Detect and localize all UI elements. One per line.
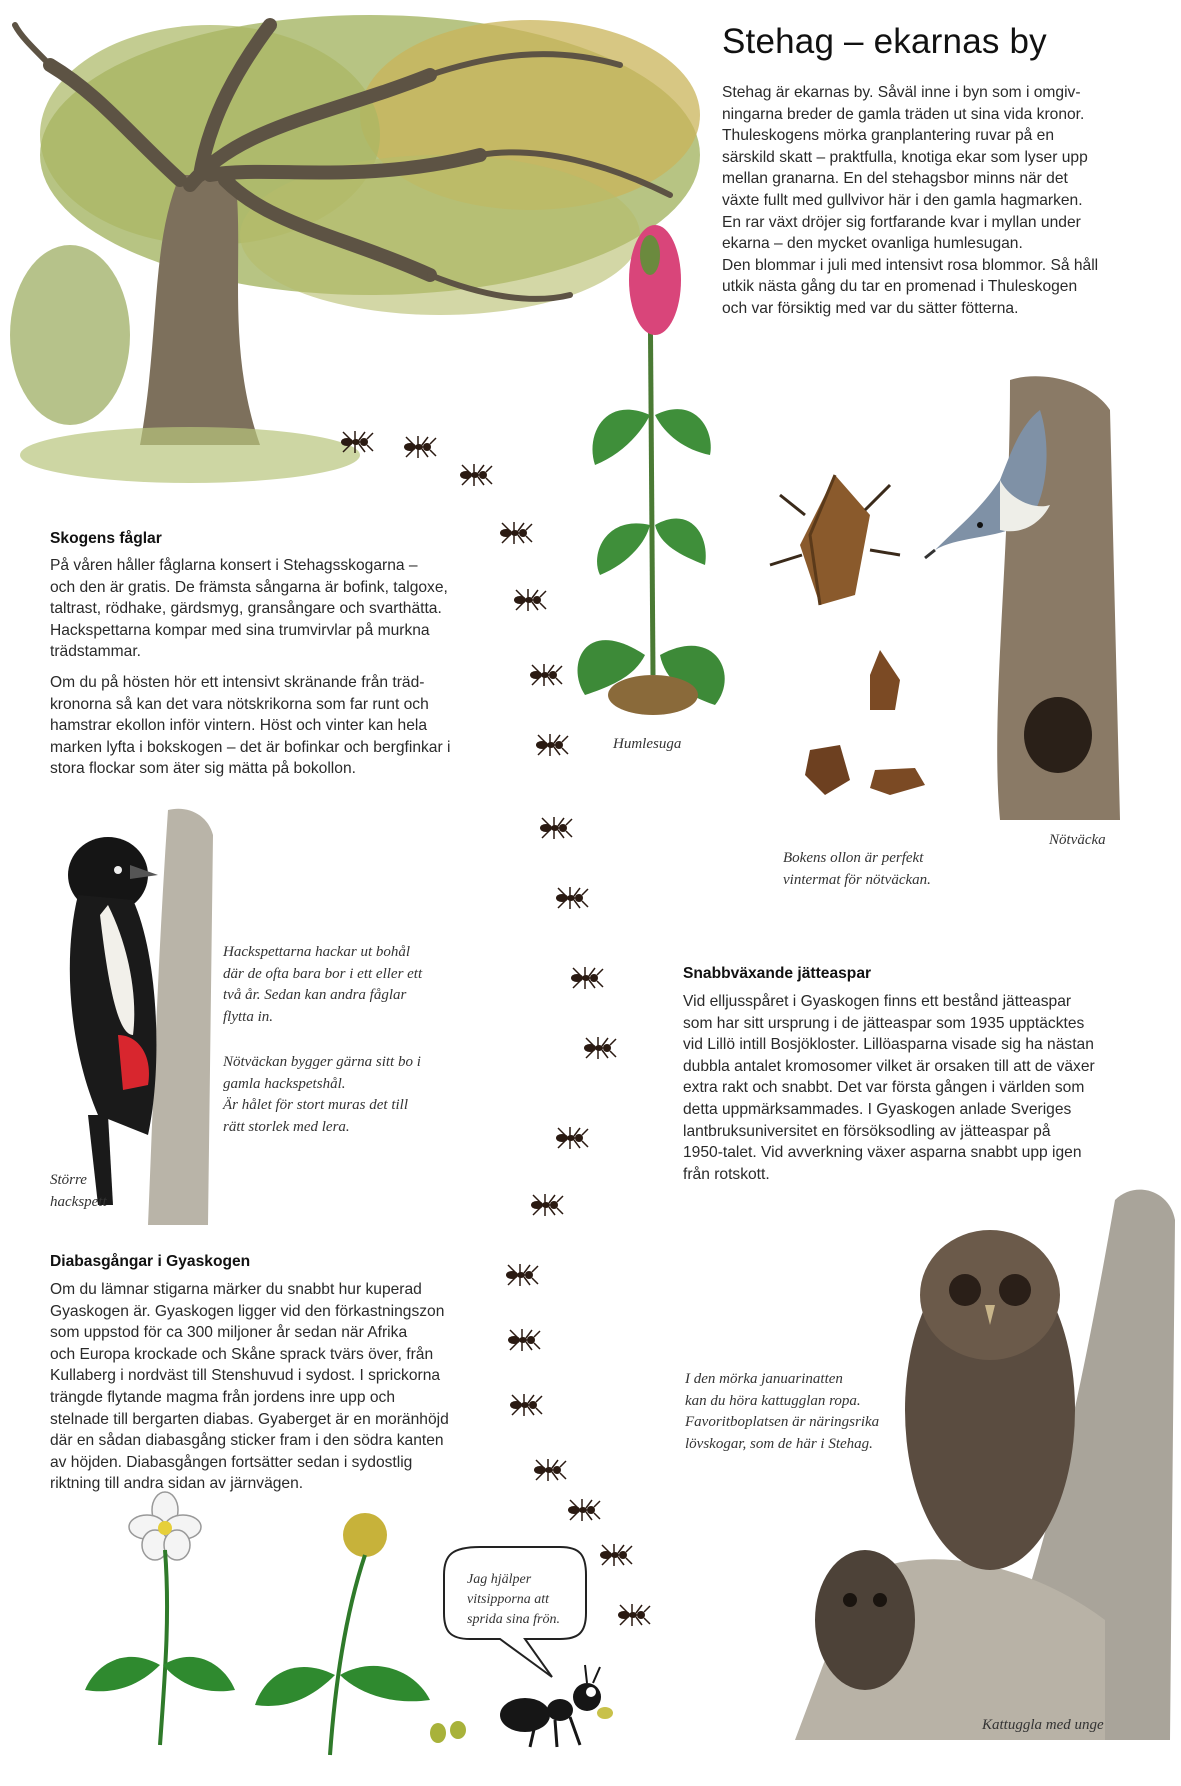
diabas-text: Om du lämnar stigarna märker du snabbt hur kuperad Gyaskogen är. Gyaskogen ligger vid den förkastningszon som uppstod för ca 300 miljoner år sedan när Afrika och Europa krockade och Skåne sprack tvärs över, från Kullaberg i nordväst till Stenshuvud i sydost. I sprickorna trängde flytande magma från jordens inre upp och stelnade till bergarten diabas. Gyaberget är en moränhöjd där en sådan diabasgång sticker fram i den södra kanten av höjden. Diabasgången fortsätter sedan i sydostlig riktning till andra sidan av järnvägen. [50, 1281, 449, 1493]
ant-icon [556, 887, 588, 909]
aspen-text: Vid elljusspåret i Gyaskogen finns ett bestånd jätteaspar som har sitt ursprung i de jätteaspar som 1935 upptäcktes vid Lillö intill Bosjökloster. Lillöasparna visade sig ha nästan dubbla antalet kromosomer vilket är orsaken till att de växer extra rakt och snabbt. Det var första gången i världen som detta uppmärksammades. I Gyaskogen anlade Sveriges lantbruksuniversitet en försöksodling av jätteaspar på 1950-talet. Vid avverkning växer asparna snabbt upp igen från rotskott. [683, 993, 1095, 1183]
caption-humlesuga: Humlesuga [613, 736, 682, 752]
aspen-heading: Snabbväxande jätteaspar [683, 965, 872, 982]
ant-icon [404, 436, 436, 458]
ant-icon [534, 1459, 566, 1481]
ant-icon [600, 1544, 632, 1566]
ant-icon [568, 1499, 600, 1521]
ant-icon [540, 817, 572, 839]
ant-icon [514, 589, 546, 611]
caption-notvacka: Nötväcka [1049, 832, 1106, 848]
caption-kattuggla-text: I den mörka januarinatten kan du höra kattugglan ropa. Favoritboplatsen är näringsrika lövskogar, som de här i Stehag. [685, 1371, 880, 1452]
intro-text: Stehag är ekarnas by. Såväl inne i byn som i omgiv- ningarna breder de gamla träden ut sina vida kronor. Thuleskogens mörka granplantering ruvar på en särskild skatt – praktfulla, knotiga ekar som lyser upp mellan granarna. En del stehagsbor minns när det växte fullt med gullvivor här i den gamla hagmarken. En rar växt dröjer sig fortfarande kvar i myllan under ekarna – den mycket ovanliga humlesugan. Den blommar i juli med intensivt rosa blommor. Så håll utkik nästa gång du tar en promenad i Thuleskogen och var försiktig med var du sätter fötterna. [722, 84, 1099, 317]
ant-icon [506, 1264, 538, 1286]
ant-icon [508, 1329, 540, 1351]
ant-icon [341, 431, 373, 453]
caption-hackspett-text: Hackspettarna hackar ut bohål där de ofta bara bor i ett eller ett två år. Sedan kan andra fåglar flytta in. [223, 944, 423, 1025]
caption-bokollon: Bokens ollon är perfekt vintermat för nötväckan. [783, 850, 931, 888]
ant-icon [584, 1037, 616, 1059]
diabas-heading: Diabasgångar i Gyaskogen [50, 1253, 251, 1270]
ant-icon [500, 522, 532, 544]
caption-kattuggla: Kattuggla med unge [982, 1717, 1104, 1733]
ant-speech-text: Jag hjälper vitsipporna att sprida sina frön. [467, 1572, 560, 1627]
birds-heading: Skogens fåglar [50, 530, 162, 547]
birds-text-2: Om du på hösten hör ett intensivt skränande från träd- kronorna så kan det vara nötskrikorna som far runt och hamstrar ekollon inför vintern. Höst och vinter kan hela marken lyfta i bokskogen – det är bofinkar och bergfinkar i stora flockar som äter sig mätta på bokollon. [50, 674, 451, 778]
ant-icon [510, 1394, 542, 1416]
ant-icon [536, 734, 568, 756]
caption-storre-hackspett: Större hackspett [50, 1172, 107, 1210]
birds-text-1: På våren håller fåglarna konsert i Stehagsskogarna – och den är gratis. De främsta sångarna är bofink, talgoxe, taltrast, rödhake, gärdsmyg, gransångare och svarthätta. Hackspettarna kompar med sina trumvirvlar på murkna trädstammar. [50, 557, 448, 661]
ant-icon [531, 1194, 563, 1216]
caption-notvacka-text: Nötväckan bygger gärna sitt bo i gamla hackspetshål. Är hålet för stort muras det till rätt storlek med lera. [223, 1054, 421, 1135]
page-title: Stehag – ekarnas by [722, 22, 1047, 61]
ant-icon [618, 1604, 650, 1626]
ant-icon [571, 967, 603, 989]
ant-icon [556, 1127, 588, 1149]
ant-icon [460, 464, 492, 486]
ant-icon [530, 664, 562, 686]
